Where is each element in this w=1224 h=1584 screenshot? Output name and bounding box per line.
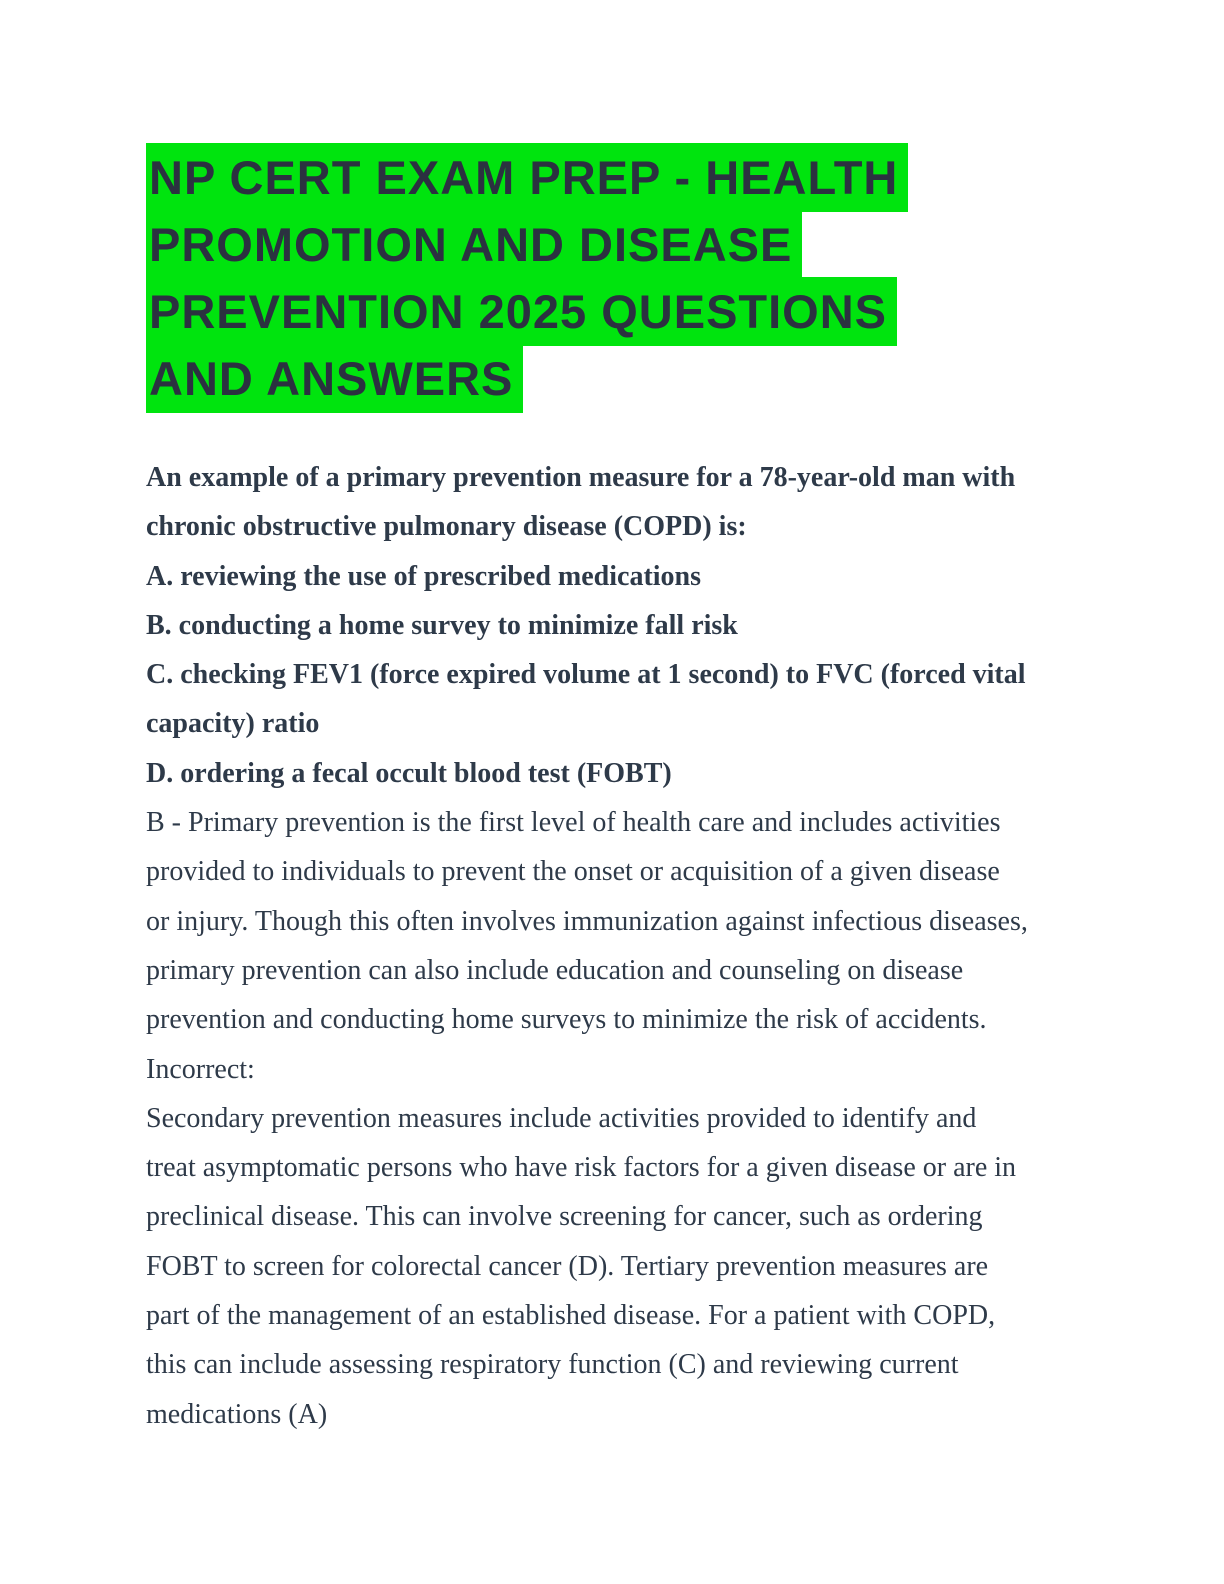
title-highlight: NP CERT EXAM PREP - HEALTH PROMOTION AND DISEASE PREVENTION 2025 QUESTIONS AND ANSWERS — [146, 143, 908, 413]
document-body — [146, 453, 1184, 1439]
answer-option-c: C. checking FEV1 (force expired volume at 1 second) to FVC (forced vital capacity) ratio — [146, 659, 1026, 740]
answer-option-b: B. conducting a home survey to minimize fall risk — [146, 609, 738, 641]
answer-explanation: B - Primary prevention is the first level of health care and includes activities provided to individuals to prevent the onset or acquisition of a given disease or injury. Though this often involves immunization against infectious diseases, primary prevention can also include education and counseling on disease prevention and conducting home surveys to minimize the risk of accidents. — [146, 807, 1028, 1036]
incorrect-options-explanation: Secondary prevention measures include activities provided to identify and treat asymptomatic persons who have risk factors for a given disease or are in preclinical disease. This can involve screening for cancer, such as ordering FOBT to screen for colorectal cancer (D). Tertiary prevention measures are part of the management of an established disease. For a patient with COPD, this can include assessing respiratory function (C) and reviewing current medications (A) — [146, 1102, 1017, 1430]
question-text: An example of a primary prevention measure for a 78-year-old man with chronic obstructive pulmonary disease (COPD) is: — [146, 462, 1016, 543]
document-title — [146, 144, 1126, 412]
incorrect-label: Incorrect: — [146, 1053, 255, 1085]
answer-option-d: D. ordering a fecal occult blood test (FOBT) — [146, 757, 672, 789]
answer-option-a: A. reviewing the use of prescribed medications — [146, 560, 702, 592]
